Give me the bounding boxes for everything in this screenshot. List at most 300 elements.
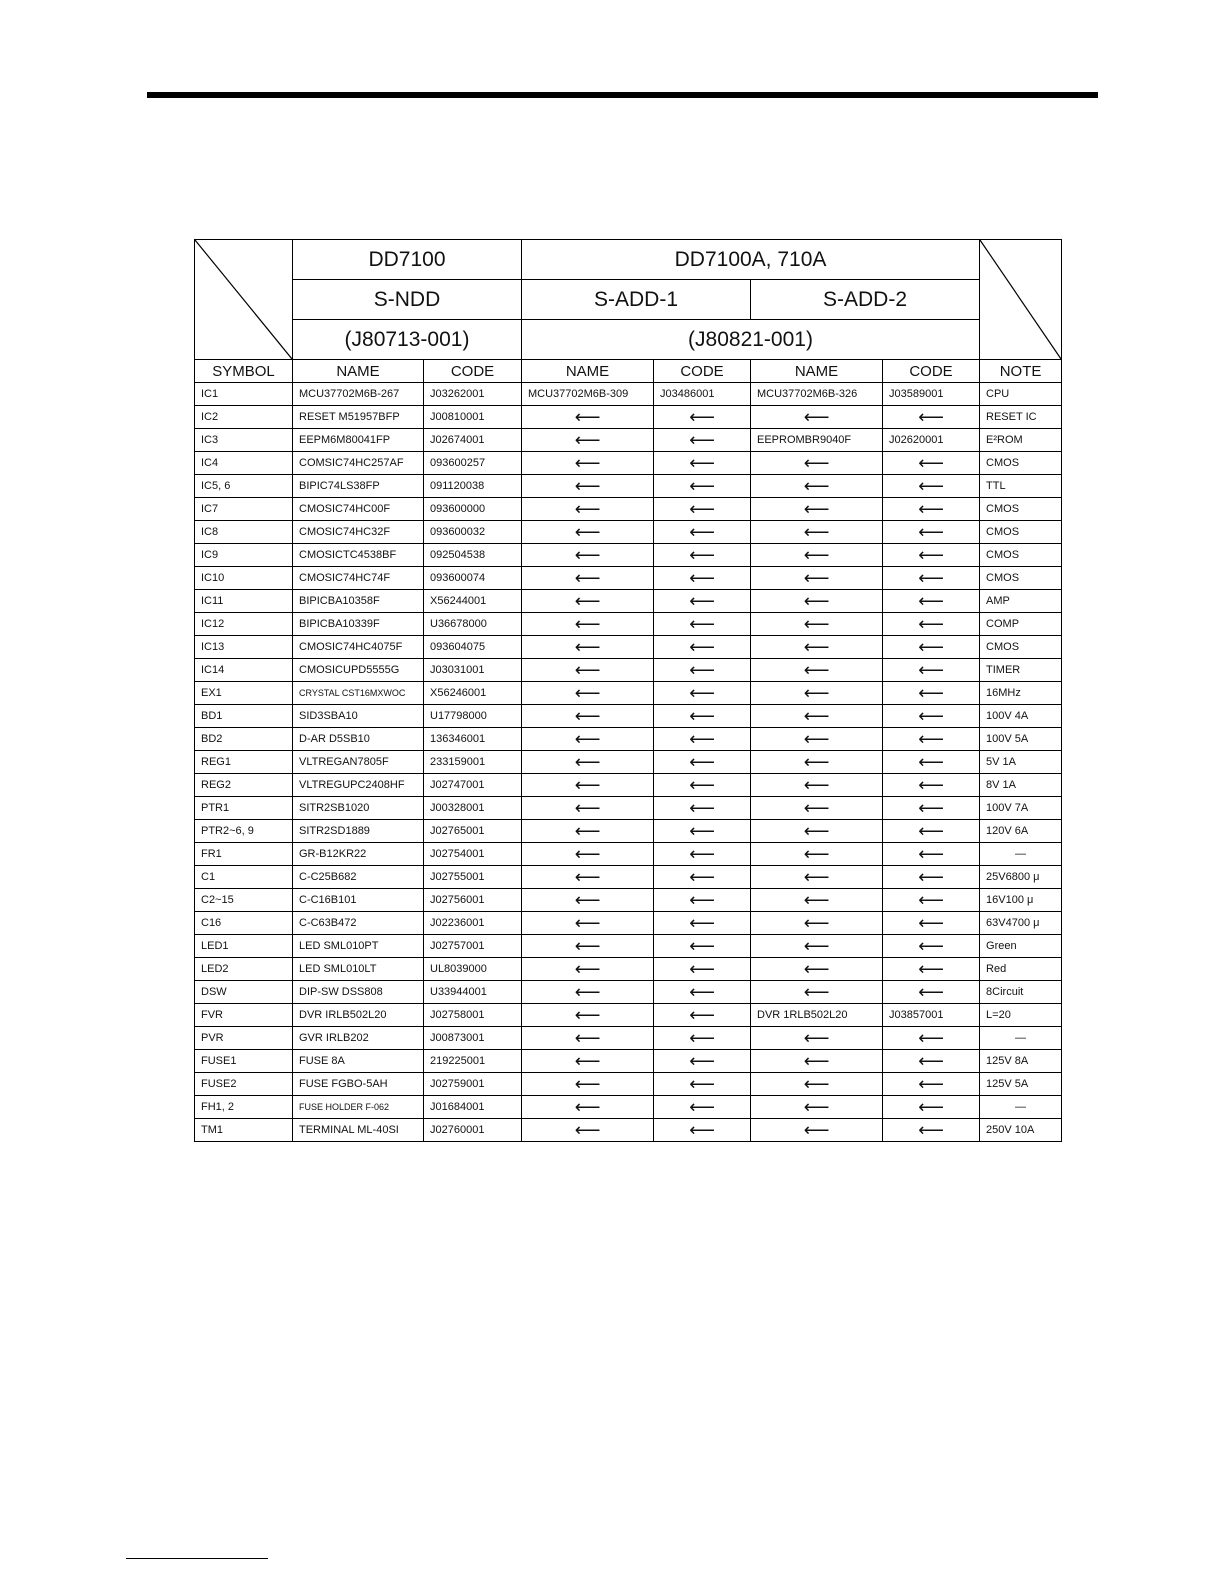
cell-code-3: ⟵	[883, 567, 980, 590]
cell-code-3: ⟵	[883, 613, 980, 636]
table-row	[195, 383, 1062, 406]
cell-name-2: ⟵	[522, 912, 654, 935]
cell-code-2: ⟵	[654, 889, 751, 912]
cell-name-2: ⟵	[522, 636, 654, 659]
cell-note: 16MHz	[980, 682, 1062, 705]
cell-symbol: TM1	[195, 1119, 293, 1142]
cell-note: Red	[980, 958, 1062, 981]
cell-symbol: IC5, 6	[195, 475, 293, 498]
cell-code-3: ⟵	[883, 935, 980, 958]
cell-code-2: ⟵	[654, 866, 751, 889]
cell-name-1: GR-B12KR22	[293, 843, 424, 866]
cell-name-1: C-C25B682	[293, 866, 424, 889]
cell-code-3: ⟵	[883, 774, 980, 797]
cell-symbol: FR1	[195, 843, 293, 866]
cell-code-2: ⟵	[654, 705, 751, 728]
cell-symbol: IC7	[195, 498, 293, 521]
cell-note: 8V 1A	[980, 774, 1062, 797]
cell-note: TTL	[980, 475, 1062, 498]
cell-code-3: ⟵	[883, 636, 980, 659]
cell-name-3: ⟵	[751, 981, 883, 1004]
cell-note: 16V100 μ	[980, 889, 1062, 912]
board-left: S-NDD	[293, 280, 522, 320]
cell-name-3: ⟵	[751, 521, 883, 544]
cell-code-1: J02759001	[424, 1073, 522, 1096]
cell-code-2: ⟵	[654, 1073, 751, 1096]
cell-code-2: ⟵	[654, 981, 751, 1004]
cell-code-1: U33944001	[424, 981, 522, 1004]
cell-name-3: ⟵	[751, 1027, 883, 1050]
table-row	[195, 590, 1062, 613]
table-row	[195, 981, 1062, 1004]
table-row	[195, 751, 1062, 774]
cell-code-1: J03031001	[424, 659, 522, 682]
cell-symbol: REG2	[195, 774, 293, 797]
cell-code-3: ⟵	[883, 498, 980, 521]
cell-name-2: ⟵	[522, 521, 654, 544]
cell-code-3: ⟵	[883, 659, 980, 682]
cell-code-3: ⟵	[883, 590, 980, 613]
cell-code-1: 136346001	[424, 728, 522, 751]
cell-code-1: J02236001	[424, 912, 522, 935]
cell-name-3: ⟵	[751, 613, 883, 636]
cell-name-1: CMOSIC74HC4075F	[293, 636, 424, 659]
cell-name-2: ⟵	[522, 613, 654, 636]
model-left: DD7100	[293, 240, 522, 280]
cell-symbol: C2~15	[195, 889, 293, 912]
cell-name-1: FUSE FGBO-5AH	[293, 1073, 424, 1096]
table-row	[195, 659, 1062, 682]
cell-note: L=20	[980, 1004, 1062, 1027]
table-row	[195, 866, 1062, 889]
board-right: S-ADD-2	[751, 280, 980, 320]
table-row	[195, 1119, 1062, 1142]
cell-name-1: DVR IRLB502L20	[293, 1004, 424, 1027]
cell-name-3: ⟵	[751, 866, 883, 889]
cell-symbol: FH1, 2	[195, 1096, 293, 1119]
cell-code-2: ⟵	[654, 475, 751, 498]
cell-note: 100V 7A	[980, 797, 1062, 820]
cell-name-2: ⟵	[522, 659, 654, 682]
part-number-left: (J80713-001)	[293, 320, 522, 360]
cell-name-2: MCU37702M6B-309	[522, 383, 654, 406]
cell-symbol: FUSE1	[195, 1050, 293, 1073]
cell-code-3: ⟵	[883, 958, 980, 981]
cell-symbol: BD1	[195, 705, 293, 728]
cell-code-1: J02674001	[424, 429, 522, 452]
col-code-2: CODE	[654, 360, 751, 383]
cell-code-2: ⟵	[654, 636, 751, 659]
cell-code-1: 093600074	[424, 567, 522, 590]
cell-name-1: CMOSIC74HC00F	[293, 498, 424, 521]
cell-name-3: DVR 1RLB502L20	[751, 1004, 883, 1027]
cell-code-2: ⟵	[654, 567, 751, 590]
cell-symbol: DSW	[195, 981, 293, 1004]
cell-name-2: ⟵	[522, 843, 654, 866]
cell-name-2: ⟵	[522, 866, 654, 889]
cell-code-1: J02754001	[424, 843, 522, 866]
cell-code-2: ⟵	[654, 521, 751, 544]
table-row	[195, 705, 1062, 728]
table-row	[195, 406, 1062, 429]
cell-symbol: LED2	[195, 958, 293, 981]
cell-code-1: 093604075	[424, 636, 522, 659]
cell-name-3: ⟵	[751, 659, 883, 682]
cell-note: 250V 10A	[980, 1119, 1062, 1142]
cell-code-2: ⟵	[654, 452, 751, 475]
cell-code-1: X56244001	[424, 590, 522, 613]
cell-name-2: ⟵	[522, 981, 654, 1004]
cell-name-2: ⟵	[522, 705, 654, 728]
cell-code-1: U17798000	[424, 705, 522, 728]
cell-name-1: VLTREGAN7805F	[293, 751, 424, 774]
cell-note: 100V 4A	[980, 705, 1062, 728]
table-row	[195, 636, 1062, 659]
cell-code-1: J02758001	[424, 1004, 522, 1027]
cell-name-2: ⟵	[522, 1050, 654, 1073]
cell-symbol: EX1	[195, 682, 293, 705]
cell-name-3: MCU37702M6B-326	[751, 383, 883, 406]
cell-name-1: TERMINAL ML-40SI	[293, 1119, 424, 1142]
model-right: DD7100A, 710A	[522, 240, 980, 280]
cell-name-2: ⟵	[522, 751, 654, 774]
cell-name-2: ⟵	[522, 958, 654, 981]
cell-code-2: ⟵	[654, 659, 751, 682]
cell-name-3: ⟵	[751, 452, 883, 475]
cell-name-1: GVR IRLB202	[293, 1027, 424, 1050]
cell-name-1: SITR2SD1889	[293, 820, 424, 843]
cell-name-3: ⟵	[751, 1096, 883, 1119]
col-name-2: NAME	[522, 360, 654, 383]
cell-symbol: IC2	[195, 406, 293, 429]
cell-note: CMOS	[980, 544, 1062, 567]
cell-name-3: ⟵	[751, 774, 883, 797]
col-name-3: NAME	[751, 360, 883, 383]
cell-note: 5V 1A	[980, 751, 1062, 774]
cell-note: 125V 8A	[980, 1050, 1062, 1073]
cell-code-1: J03262001	[424, 383, 522, 406]
cell-code-1: 091120038	[424, 475, 522, 498]
cell-name-3: EEPROMBR9040F	[751, 429, 883, 452]
cell-name-3: ⟵	[751, 843, 883, 866]
cell-name-3: ⟵	[751, 728, 883, 751]
cell-code-3: ⟵	[883, 1050, 980, 1073]
cell-name-3: ⟵	[751, 935, 883, 958]
cell-note: CMOS	[980, 498, 1062, 521]
cell-code-3: ⟵	[883, 912, 980, 935]
table-row	[195, 1004, 1062, 1027]
cell-code-3: ⟵	[883, 1073, 980, 1096]
cell-name-2: ⟵	[522, 544, 654, 567]
col-note: NOTE	[980, 360, 1062, 383]
table-row	[195, 1050, 1062, 1073]
cell-code-2: ⟵	[654, 498, 751, 521]
cell-code-3: ⟵	[883, 889, 980, 912]
cell-code-1: J02755001	[424, 866, 522, 889]
cell-code-3: ⟵	[883, 475, 980, 498]
table-row	[195, 843, 1062, 866]
cell-note: CPU	[980, 383, 1062, 406]
cell-note: COMP	[980, 613, 1062, 636]
cell-code-1: J02747001	[424, 774, 522, 797]
cell-code-3: ⟵	[883, 406, 980, 429]
cell-name-3: ⟵	[751, 820, 883, 843]
part-number-right: (J80821-001)	[522, 320, 980, 360]
cell-name-3: ⟵	[751, 406, 883, 429]
diagonal-line-right	[980, 240, 1061, 359]
cell-symbol: IC4	[195, 452, 293, 475]
cell-name-3: ⟵	[751, 544, 883, 567]
cell-note: TIMER	[980, 659, 1062, 682]
cell-name-3: ⟵	[751, 751, 883, 774]
table-row	[195, 1027, 1062, 1050]
cell-name-2: ⟵	[522, 1119, 654, 1142]
cell-name-1: CMOSICTC4538BF	[293, 544, 424, 567]
cell-code-1: J01684001	[424, 1096, 522, 1119]
cell-name-2: ⟵	[522, 797, 654, 820]
cell-note: 8Circuit	[980, 981, 1062, 1004]
cell-note: 125V 5A	[980, 1073, 1062, 1096]
cell-code-3: ⟵	[883, 843, 980, 866]
cell-name-2: ⟵	[522, 774, 654, 797]
table-row	[195, 958, 1062, 981]
cell-code-1: 093600000	[424, 498, 522, 521]
cell-code-3: ⟵	[883, 1027, 980, 1050]
cell-name-3: ⟵	[751, 912, 883, 935]
diagonal-line-left	[195, 240, 292, 359]
cell-symbol: PTR2~6, 9	[195, 820, 293, 843]
cell-name-1: LED SML010LT	[293, 958, 424, 981]
cell-code-3: ⟵	[883, 1096, 980, 1119]
table-row	[195, 728, 1062, 751]
table-row	[195, 429, 1062, 452]
cell-code-2: ⟵	[654, 590, 751, 613]
cell-name-2: ⟵	[522, 406, 654, 429]
cell-code-2: ⟵	[654, 1119, 751, 1142]
cell-code-2: ⟵	[654, 912, 751, 935]
cell-name-1: BIPICBA10339F	[293, 613, 424, 636]
cell-name-2: ⟵	[522, 682, 654, 705]
cell-code-3: ⟵	[883, 452, 980, 475]
cell-code-3: ⟵	[883, 981, 980, 1004]
cell-code-3: ⟵	[883, 705, 980, 728]
cell-name-2: ⟵	[522, 590, 654, 613]
header-corner-left	[195, 240, 293, 360]
cell-code-1: J02757001	[424, 935, 522, 958]
cell-code-1: J00810001	[424, 406, 522, 429]
cell-code-2: ⟵	[654, 935, 751, 958]
cell-symbol: FUSE2	[195, 1073, 293, 1096]
cell-code-3: ⟵	[883, 751, 980, 774]
cell-name-2: ⟵	[522, 820, 654, 843]
cell-symbol: C16	[195, 912, 293, 935]
table-row	[195, 567, 1062, 590]
table-row	[195, 682, 1062, 705]
table-row	[195, 498, 1062, 521]
cell-name-1: LED SML010PT	[293, 935, 424, 958]
cell-code-3: ⟵	[883, 866, 980, 889]
cell-name-1: CMOSIC74HC74F	[293, 567, 424, 590]
cell-code-2: ⟵	[654, 728, 751, 751]
cell-name-1: VLTREGUPC2408HF	[293, 774, 424, 797]
cell-name-1: D-AR D5SB10	[293, 728, 424, 751]
cell-code-3: ⟵	[883, 521, 980, 544]
cell-code-3: ⟵	[883, 728, 980, 751]
cell-code-2: ⟵	[654, 406, 751, 429]
cell-name-1: C-C63B472	[293, 912, 424, 935]
top-rule	[147, 92, 1098, 98]
cell-symbol: IC13	[195, 636, 293, 659]
cell-code-2: ⟵	[654, 958, 751, 981]
cell-name-3: ⟵	[751, 1073, 883, 1096]
cell-code-1: J00328001	[424, 797, 522, 820]
cell-name-3: ⟵	[751, 682, 883, 705]
cell-code-3: J02620001	[883, 429, 980, 452]
cell-code-1: 093600257	[424, 452, 522, 475]
cell-symbol: C1	[195, 866, 293, 889]
cell-name-3: ⟵	[751, 567, 883, 590]
cell-note: CMOS	[980, 567, 1062, 590]
table-row	[195, 475, 1062, 498]
cell-note: —	[980, 843, 1062, 866]
cell-note: Green	[980, 935, 1062, 958]
cell-note: E²ROM	[980, 429, 1062, 452]
cell-name-1: CMOSIC74HC32F	[293, 521, 424, 544]
table-row	[195, 774, 1062, 797]
cell-code-1: J02760001	[424, 1119, 522, 1142]
table-row	[195, 797, 1062, 820]
cell-code-2: ⟵	[654, 1027, 751, 1050]
cell-code-1: UL8039000	[424, 958, 522, 981]
cell-code-2: ⟵	[654, 820, 751, 843]
board-mid: S-ADD-1	[522, 280, 751, 320]
table-row	[195, 452, 1062, 475]
cell-name-2: ⟵	[522, 452, 654, 475]
cell-name-3: ⟵	[751, 889, 883, 912]
cell-name-1: CRYSTAL CST16MXWOC	[293, 682, 424, 705]
cell-code-1: U36678000	[424, 613, 522, 636]
cell-name-3: ⟵	[751, 590, 883, 613]
cell-code-1: 092504538	[424, 544, 522, 567]
footer-rule	[126, 1558, 268, 1559]
cell-symbol: IC3	[195, 429, 293, 452]
cell-note: CMOS	[980, 636, 1062, 659]
table-row	[195, 1096, 1062, 1119]
cell-code-2: ⟵	[654, 682, 751, 705]
table-row	[195, 935, 1062, 958]
table-row	[195, 544, 1062, 567]
cell-code-1: 093600032	[424, 521, 522, 544]
cell-code-3: ⟵	[883, 544, 980, 567]
cell-code-3: J03857001	[883, 1004, 980, 1027]
table-row	[195, 912, 1062, 935]
cell-code-1: X56246001	[424, 682, 522, 705]
cell-code-3: J03589001	[883, 383, 980, 406]
cell-name-3: ⟵	[751, 797, 883, 820]
cell-code-1: J02765001	[424, 820, 522, 843]
cell-code-3: ⟵	[883, 1119, 980, 1142]
cell-code-3: ⟵	[883, 797, 980, 820]
cell-name-2: ⟵	[522, 429, 654, 452]
cell-symbol: IC10	[195, 567, 293, 590]
cell-code-2: ⟵	[654, 843, 751, 866]
cell-note: —	[980, 1027, 1062, 1050]
cell-symbol: IC12	[195, 613, 293, 636]
table-row	[195, 613, 1062, 636]
cell-name-3: ⟵	[751, 1119, 883, 1142]
cell-name-1: DIP-SW DSS808	[293, 981, 424, 1004]
cell-name-1: SID3SBA10	[293, 705, 424, 728]
cell-note: CMOS	[980, 452, 1062, 475]
cell-name-2: ⟵	[522, 1027, 654, 1050]
col-name-1: NAME	[293, 360, 424, 383]
cell-name-1: FUSE HOLDER F-062	[293, 1096, 424, 1119]
cell-name-2: ⟵	[522, 475, 654, 498]
cell-code-1: 219225001	[424, 1050, 522, 1073]
cell-note: AMP	[980, 590, 1062, 613]
cell-name-1: RESET M51957BFP	[293, 406, 424, 429]
cell-code-2: ⟵	[654, 544, 751, 567]
cell-name-1: BIPIC74LS38FP	[293, 475, 424, 498]
cell-name-1: MCU37702M6B-267	[293, 383, 424, 406]
cell-symbol: PVR	[195, 1027, 293, 1050]
cell-name-3: ⟵	[751, 705, 883, 728]
cell-name-1: EEPM6M80041FP	[293, 429, 424, 452]
table-row	[195, 521, 1062, 544]
cell-code-2: ⟵	[654, 797, 751, 820]
col-symbol: SYMBOL	[195, 360, 293, 383]
cell-name-1: C-C16B101	[293, 889, 424, 912]
col-code-3: CODE	[883, 360, 980, 383]
table-row	[195, 820, 1062, 843]
cell-code-2: ⟵	[654, 1096, 751, 1119]
cell-code-2: ⟵	[654, 1004, 751, 1027]
cell-note: RESET IC	[980, 406, 1062, 429]
cell-code-2: ⟵	[654, 1050, 751, 1073]
cell-code-1: J00873001	[424, 1027, 522, 1050]
cell-name-2: ⟵	[522, 1073, 654, 1096]
cell-name-2: ⟵	[522, 728, 654, 751]
cell-name-1: COMSIC74HC257AF	[293, 452, 424, 475]
cell-code-1: 233159001	[424, 751, 522, 774]
cell-symbol: LED1	[195, 935, 293, 958]
cell-note: —	[980, 1096, 1062, 1119]
cell-name-3: ⟵	[751, 498, 883, 521]
cell-name-2: ⟵	[522, 498, 654, 521]
cell-symbol: FVR	[195, 1004, 293, 1027]
cell-name-2: ⟵	[522, 889, 654, 912]
cell-code-3: ⟵	[883, 820, 980, 843]
cell-symbol: BD2	[195, 728, 293, 751]
cell-name-3: ⟵	[751, 958, 883, 981]
cell-note: 120V 6A	[980, 820, 1062, 843]
cell-symbol: REG1	[195, 751, 293, 774]
cell-code-2: ⟵	[654, 429, 751, 452]
cell-name-1: SITR2SB1020	[293, 797, 424, 820]
table-row	[195, 1073, 1062, 1096]
col-code-1: CODE	[424, 360, 522, 383]
cell-note: CMOS	[980, 521, 1062, 544]
cell-symbol: IC1	[195, 383, 293, 406]
header-corner-right	[980, 240, 1062, 360]
cell-name-2: ⟵	[522, 1004, 654, 1027]
cell-name-3: ⟵	[751, 636, 883, 659]
cell-symbol: PTR1	[195, 797, 293, 820]
cell-name-3: ⟵	[751, 475, 883, 498]
cell-code-1: J02756001	[424, 889, 522, 912]
cell-symbol: IC14	[195, 659, 293, 682]
cell-name-2: ⟵	[522, 567, 654, 590]
